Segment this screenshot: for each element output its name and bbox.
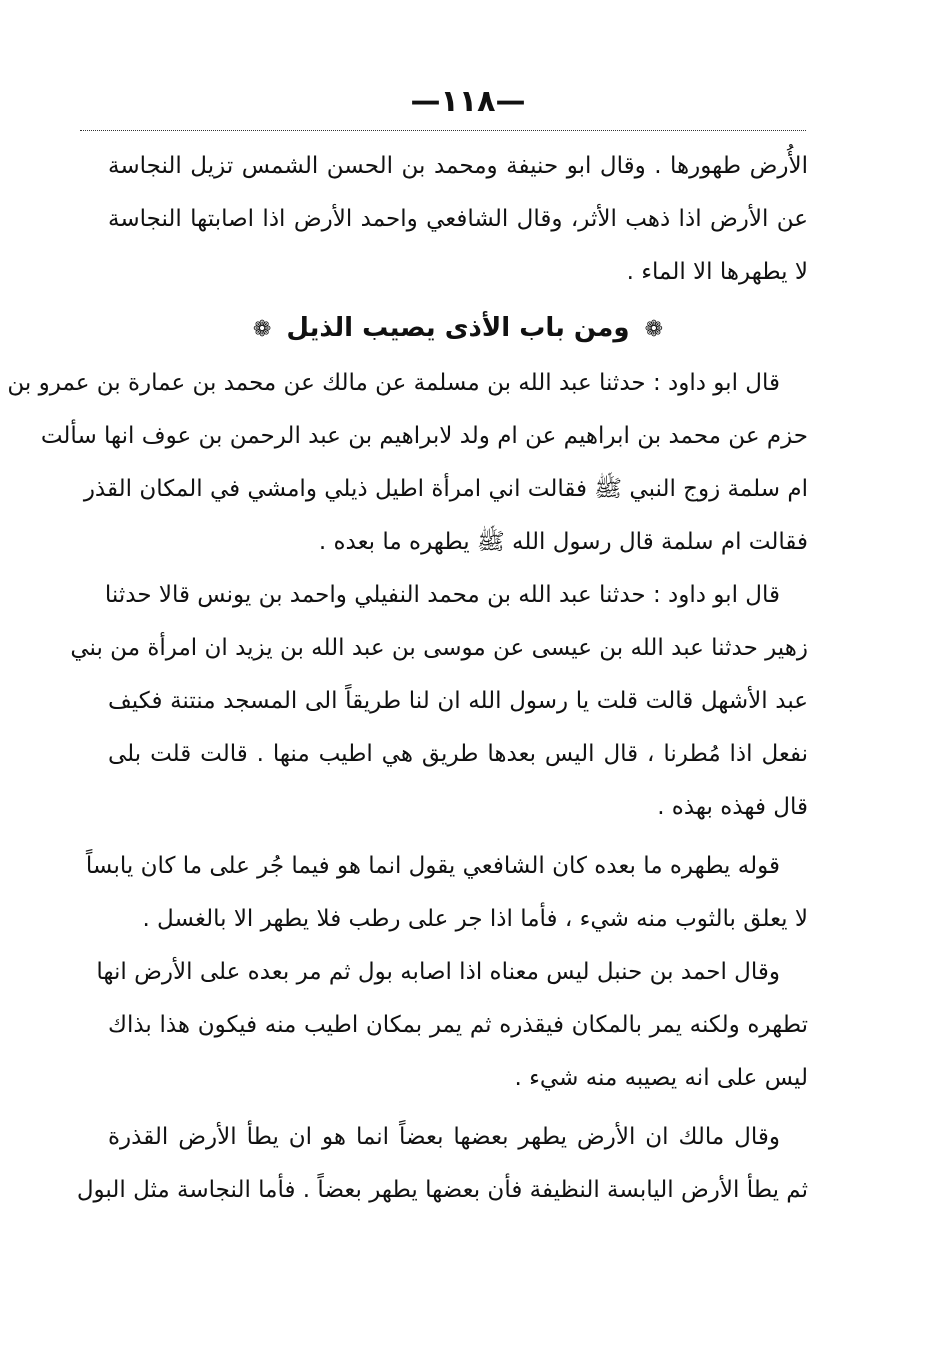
chapter-heading <box>108 299 808 357</box>
text-line: لا يطهرها الا الماء . <box>626 259 808 285</box>
text-line: وقال مالك ان الأرض يطهر بعضها بعضاً انما هو ان يطأ الأرض القذرة <box>108 1124 780 1150</box>
text-line: نفعل اذا مُطرنا ، قال اليس بعدها طريق هي اطيب منها . قالت قلت بلى <box>108 741 808 767</box>
text-line: ليس على انه يصيبه منه شيء . <box>514 1065 808 1091</box>
text-line: حزم عن محمد بن ابراهيم عن ام ولد لابراهيم بن عبد الرحمن بن عوف انها سألت <box>40 423 808 449</box>
ornament-icon: ❁ <box>644 317 664 342</box>
text-line: تطهره ولكنه يمر بالمكان فيقذره ثم يمر بمكان اطيب منه فيكون هذا بذاك <box>108 1012 808 1038</box>
text-line: لا يعلق بالثوب منه شيء ، فأما اذا جر على رطب فلا يطهر الا بالغسل . <box>142 906 808 932</box>
paragraph-continuation <box>108 140 808 299</box>
paragraph <box>85 840 808 946</box>
text-line: قال ابو داود : حدثنا عبد الله بن محمد النفيلي واحمد بن يونس قالا حدثنا <box>104 582 780 608</box>
text-line: قال ابو داود : حدثنا عبد الله بن مسلمة عن مالك عن محمد بن عمارة بن عمرو بن <box>7 370 780 396</box>
text-line: عبد الأشهل قالت قلت يا رسول الله ان لنا طريقاً الى المسجد منتنة فكيف <box>108 688 808 714</box>
paragraph <box>76 1111 808 1217</box>
header-rule <box>80 130 806 131</box>
text-line: عن الأرض اذا ذهب الأثر، وقال الشافعي واحمد الأرض اذا اصابتها النجاسة <box>108 206 808 232</box>
text-line: وقال احمد بن حنبل ليس معناه اذا اصابه بول ثم مر بعده على الأرض انها <box>96 959 780 985</box>
page-body <box>7 140 808 1217</box>
chapter-heading-text: ومن باب الأذى يصيب الذيل <box>286 313 630 343</box>
paragraph <box>70 569 808 834</box>
text-line: قال فهذه بهذه . <box>657 794 808 820</box>
paragraph <box>96 946 808 1105</box>
paragraph <box>7 357 808 569</box>
text-line: ثم يطأ الأرض اليابسة النظيفة فأن بعضها يطهر بعضاً . فأما النجاسة مثل البول <box>76 1177 808 1203</box>
text-line: فقالت ام سلمة قال رسول الله ﷺ يطهره ما بعده . <box>318 529 808 555</box>
text-line: قوله يطهره ما بعده كان الشافعي يقول انما هو فيما جُر على ما كان يابساً <box>85 853 780 879</box>
text-line: ام سلمة زوج النبي ﷺ فقالت اني امرأة اطيل ذيلي وامشي في المكان القذر <box>83 476 808 502</box>
text-line: الأُرض طهورها . وقال ابو حنيفة ومحمد بن الحسن الشمس تزيل النجاسة <box>108 153 808 179</box>
text-line: زهير حدثنا عبد الله بن عيسى عن موسى بن عبد الله بن يزيد ان امرأة من بني <box>70 635 808 661</box>
page-number: —١١٨— <box>410 84 526 119</box>
ornament-icon: ❁ <box>252 317 272 342</box>
